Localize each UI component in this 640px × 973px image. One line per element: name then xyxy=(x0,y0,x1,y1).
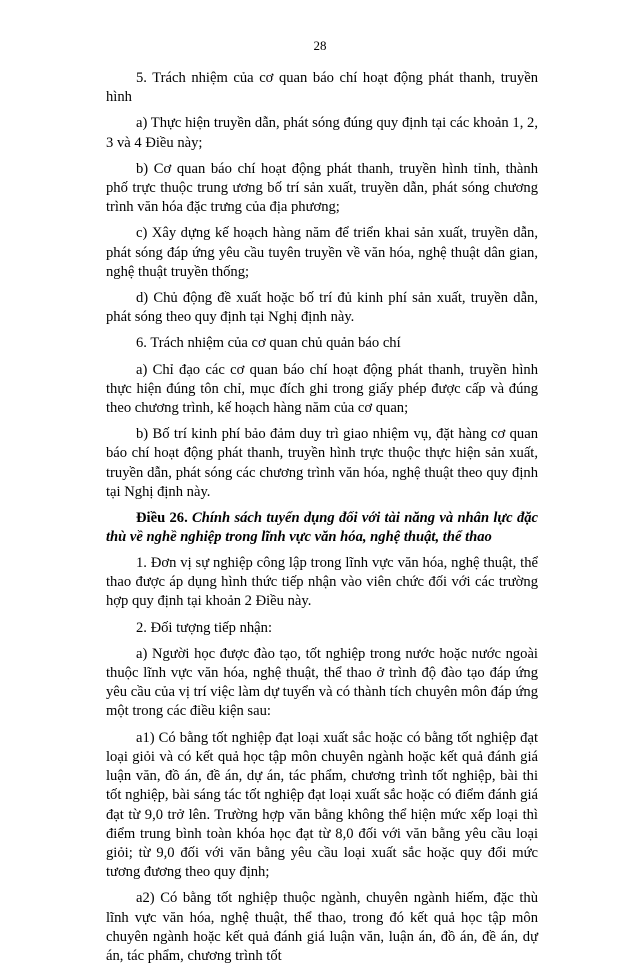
paragraph-clause-6b: b) Bố trí kinh phí bảo đảm duy trì giao nhiệm vụ, đặt hàng cơ quan báo chí hoạt động phát thanh, truyền hình trực thuộc thực hiện sản xuất, truyền dẫn, phát sóng các chương trình văn hóa, nghệ thuật theo quy định tại Nghị định này. xyxy=(106,426,538,500)
document-body xyxy=(106,69,538,973)
page-number: 28 xyxy=(313,38,327,53)
paragraph-article-clause-2: 2. Đối tượng tiếp nhận: xyxy=(136,619,273,636)
paragraph-clause-6a: a) Chỉ đạo các cơ quan báo chí hoạt động phát thanh, truyền hình thực hiện đúng tôn chỉ, mục đích ghi trong giấy phép được cấp và đúng theo chương trình, kế hoạch hàng năm của cơ quan; xyxy=(106,361,538,417)
paragraph-article-clause-2a2: a2) Có bằng tốt nghiệp thuộc ngành, chuyên ngành hiếm, đặc thù lĩnh vực văn hóa, nghệ thuật, thể thao, trong đó kết quả học tập môn chuyên ngành hoặc kết quả đánh giá luận văn, luận án, đồ án, đề án, dự án, tác phẩm, chương trình tốt xyxy=(106,890,538,964)
paragraph-clause-5: 5. Trách nhiệm của cơ quan báo chí hoạt động phát thanh, truyền hình xyxy=(106,70,538,106)
article-title: Chính sách tuyển dụng đối với tài năng và nhân lực đặc thù về nghề nghiệp trong lĩnh vực văn hóa, nghệ thuật, thể thao xyxy=(106,510,539,546)
article-number: Điều 26. xyxy=(136,510,188,527)
paragraph-article-clause-2a1: a1) Có bằng tốt nghiệp đạt loại xuất sắc hoặc có bằng tốt nghiệp đạt loại giỏi và có kết quả học tập môn chuyên ngành hoặc kết quả đánh giá luận văn, đồ án, đề án, dự án, tác phẩm, chương trình tốt nghiệp, bài thi tốt nghiệp, bài sáng tác tốt nghiệp đạt loại xuất sắc hoặc có điểm đánh giá đạt từ 9,0 trở lên. Trường hợp văn bằng không thể hiện mức xếp loại thì điểm trung bình toàn khóa học đạt từ 8,0 đối với văn bằng yêu cầu loại giỏi; từ 9,0 đối với văn bằng yêu cầu loại xuất sắc hoặc quy đổi mức tương đương theo quy định; xyxy=(106,729,538,881)
paragraph-clause-5a: a) Thực hiện truyền dẫn, phát sóng đúng quy định tại các khoản 1, 2, 3 và 4 Điều này; xyxy=(106,115,538,151)
paragraph-article-clause-2a: a) Người học được đào tạo, tốt nghiệp trong nước hoặc nước ngoài thuộc lĩnh vực văn hóa, nghệ thuật, thể thao ở trình độ đào tạo đáp ứng yêu cầu của vị trí việc làm dự tuyển và có thành tích chuyên môn đáp ứng một trong các điều kiện sau: xyxy=(106,645,538,720)
paragraph-clause-5b: b) Cơ quan báo chí hoạt động phát thanh, truyền hình tỉnh, thành phố trực thuộc trung ương bố trí sản xuất, truyền dẫn, phát sóng chương trình văn hóa đặc trưng của địa phương; xyxy=(106,160,538,216)
paragraph-article-clause-1: 1. Đơn vị sự nghiệp công lập trong lĩnh vực văn hóa, nghệ thuật, thể thao được áp dụng hình thức tiếp nhận vào viên chức đối với các trường hợp quy định tại khoản 2 Điều này. xyxy=(106,555,538,610)
paragraph-clause-5d: d) Chủ động đề xuất hoặc bố trí đủ kinh phí sản xuất, truyền dẫn, phát sóng theo quy định tại Nghị định này. xyxy=(106,290,538,326)
paragraph-clause-5c: c) Xây dựng kế hoạch hàng năm để triển khai sản xuất, truyền dẫn, phát sóng đáp ứng yêu cầu tuyên truyền về văn hóa, nghệ thuật dân gian, nghệ thuật truyền thống; xyxy=(106,225,538,280)
article-heading xyxy=(106,509,538,547)
paragraph-clause-6: 6. Trách nhiệm của cơ quan chủ quản báo chí xyxy=(136,335,401,352)
